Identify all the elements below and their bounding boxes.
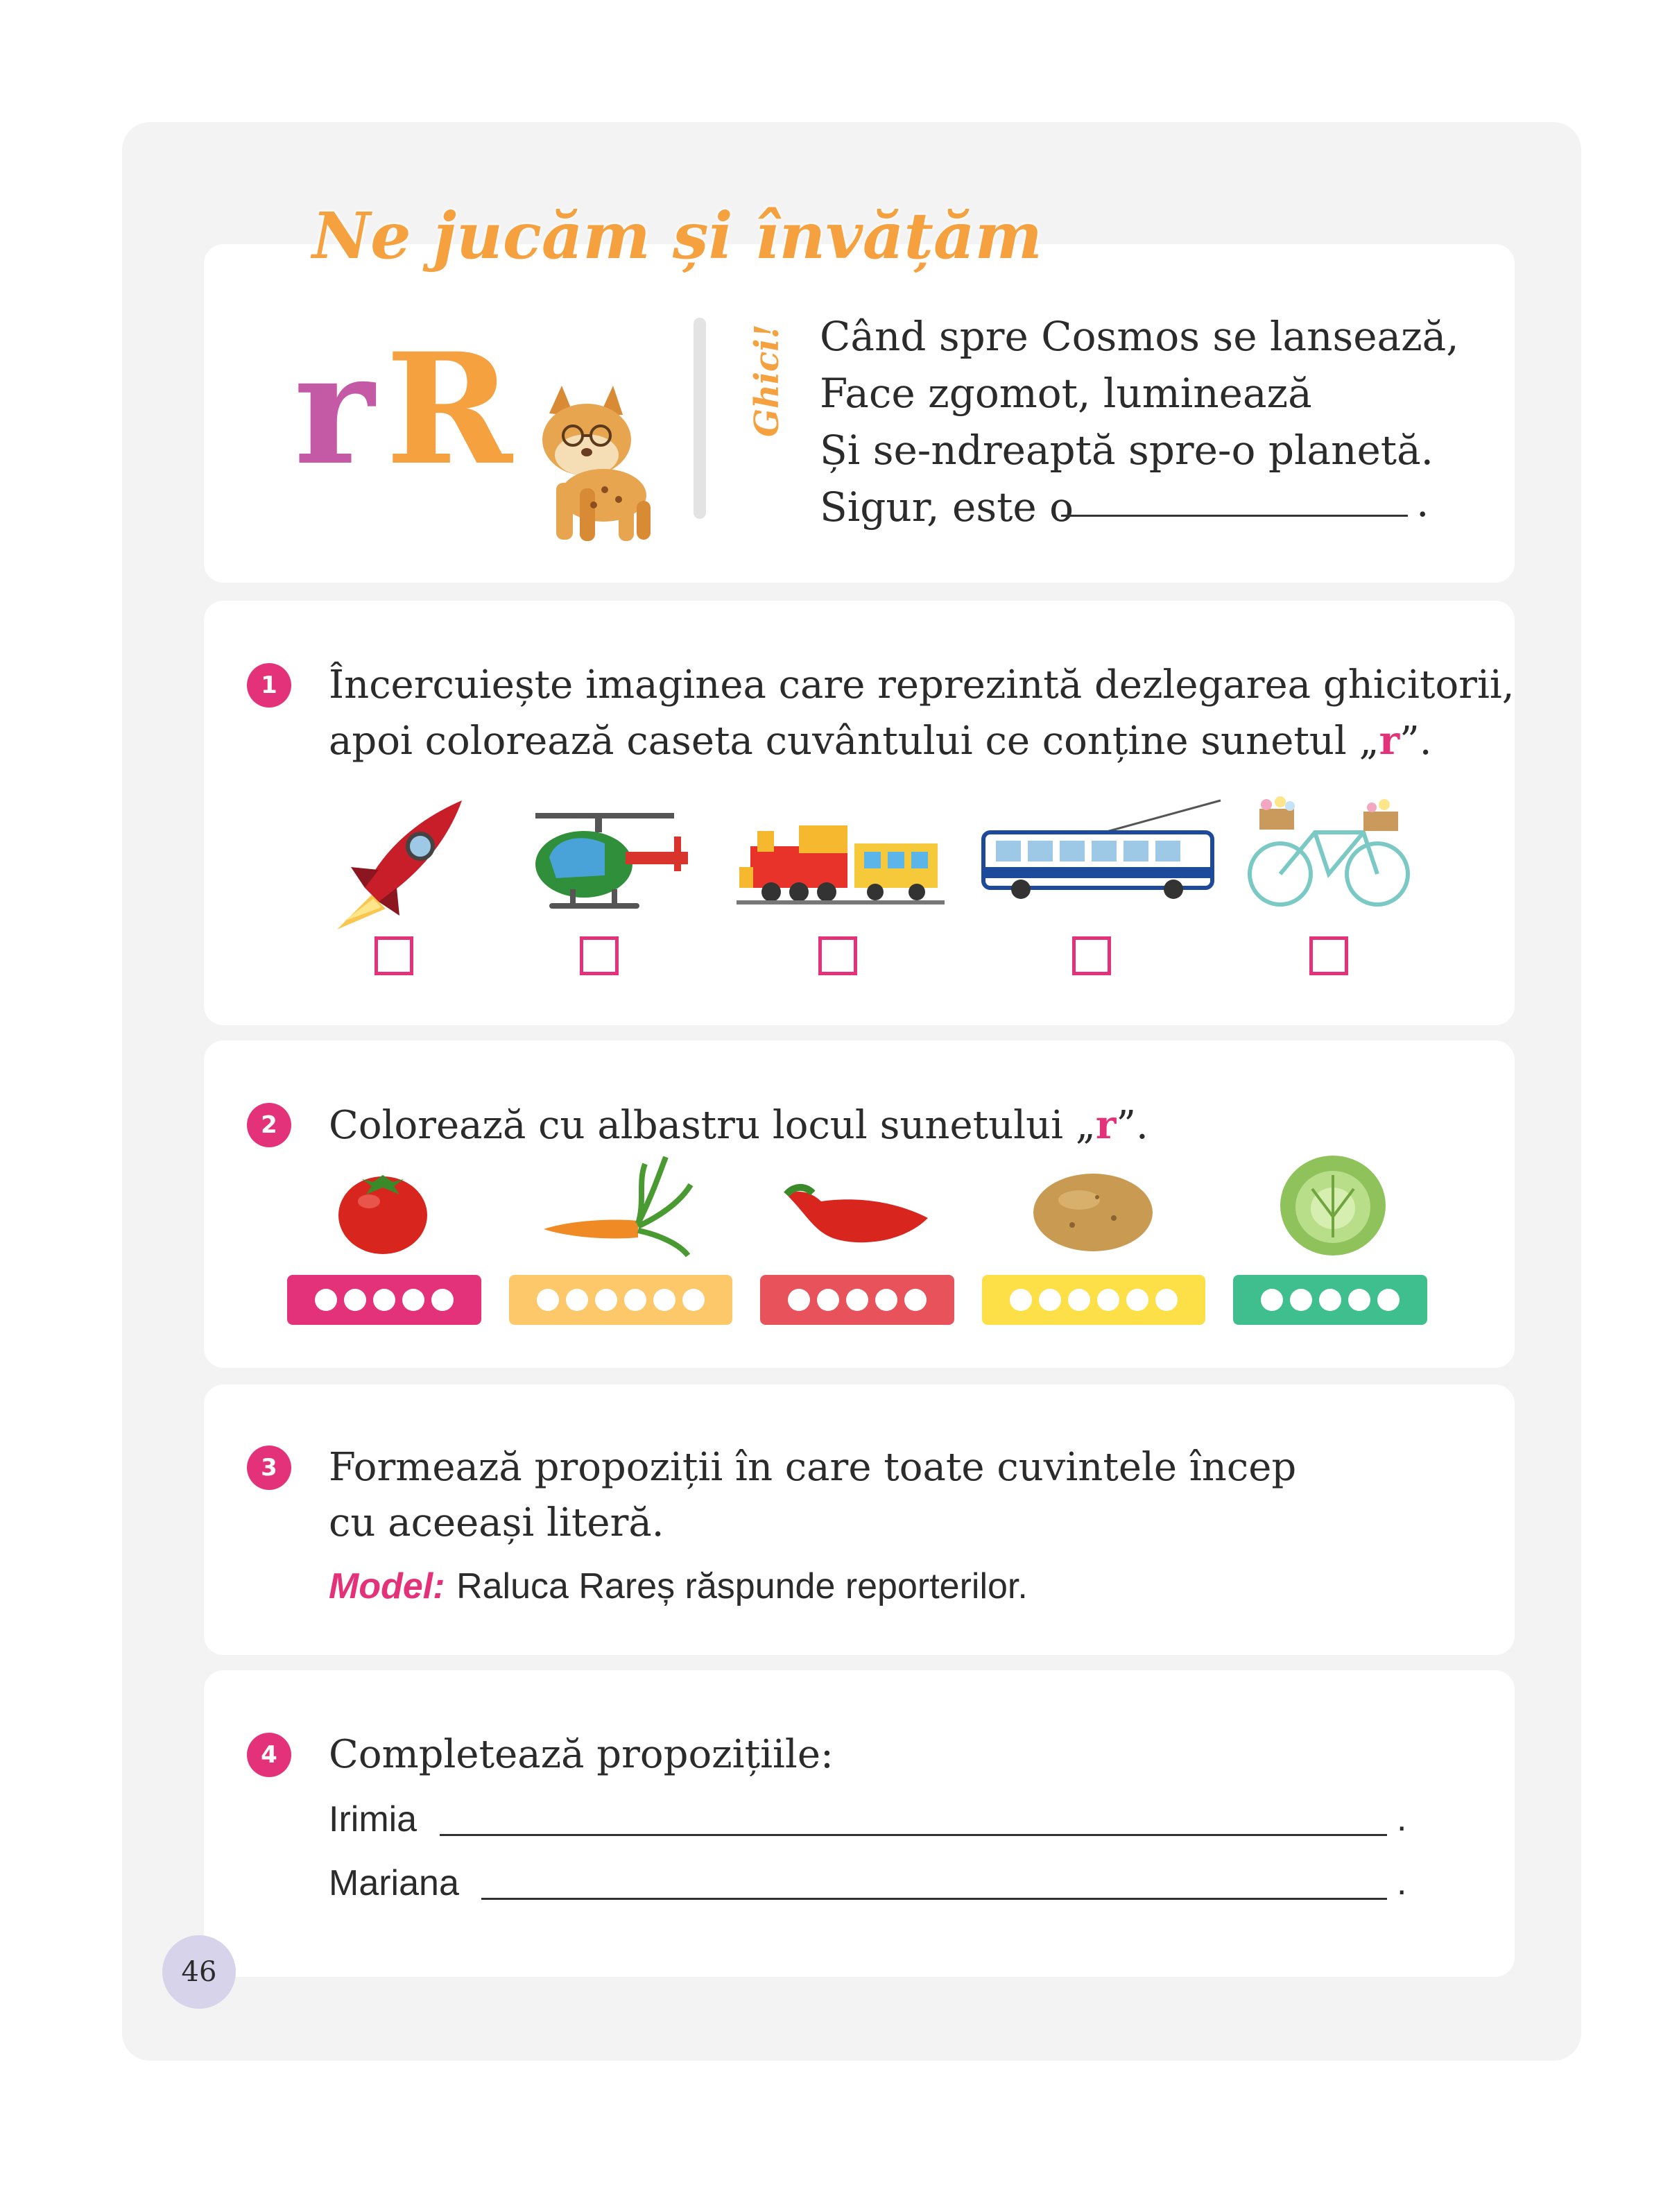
letter-uppercase: R: [386, 319, 513, 499]
sound-dot[interactable]: [817, 1289, 839, 1311]
riddle-line-1: Când spre Cosmos se lansează,: [820, 313, 1459, 360]
page-number: 46: [181, 1956, 217, 1988]
sound-dot[interactable]: [1290, 1289, 1312, 1311]
task2-quote-end: ”.: [1116, 1103, 1148, 1148]
word-box-potato[interactable]: [982, 1275, 1205, 1325]
word-box-tomato[interactable]: [287, 1275, 481, 1325]
sound-dot[interactable]: [1155, 1289, 1178, 1311]
sound-dot[interactable]: [1068, 1289, 1090, 1311]
sound-dot[interactable]: [904, 1289, 927, 1311]
sentence-1-blank[interactable]: [440, 1834, 1387, 1836]
train-icon[interactable]: [737, 818, 945, 906]
sentence-1-start: Irimia: [329, 1799, 417, 1840]
lynx-icon: [522, 386, 660, 545]
sound-dot[interactable]: [431, 1289, 454, 1311]
sound-dot[interactable]: [788, 1289, 810, 1311]
tomato-icon: [334, 1165, 431, 1255]
riddle-text: [820, 308, 1459, 535]
carrot-icon: [541, 1154, 694, 1258]
riddle-divider: [694, 318, 706, 519]
task3-line1: Formează propoziții în care toate cuvintele încep: [329, 1445, 1297, 1490]
sound-dot[interactable]: [1039, 1289, 1061, 1311]
sound-dot[interactable]: [875, 1289, 897, 1311]
task1-quote-end: ”.: [1400, 719, 1432, 764]
sound-dot[interactable]: [566, 1289, 588, 1311]
sound-dot[interactable]: [1319, 1289, 1341, 1311]
task2-text: Colorează cu albastru locul sunetului „: [329, 1103, 1096, 1148]
word-box-pepper[interactable]: [760, 1275, 954, 1325]
sound-dot[interactable]: [537, 1289, 559, 1311]
sound-dot[interactable]: [1010, 1289, 1032, 1311]
sound-dot[interactable]: [344, 1289, 366, 1311]
section-title: Ne jucăm și învățăm: [312, 198, 1042, 273]
rocket-icon[interactable]: [323, 798, 469, 936]
sentence-2-blank[interactable]: [481, 1898, 1387, 1900]
model-text: Raluca Rareș răspunde reporterilor.: [456, 1566, 1028, 1606]
sound-dot[interactable]: [653, 1289, 675, 1311]
sound-dot[interactable]: [1377, 1289, 1400, 1311]
word-box-cabbage[interactable]: [1233, 1275, 1427, 1325]
riddle-line-4: Sigur, este o: [820, 483, 1074, 531]
sound-dot[interactable]: [624, 1289, 646, 1311]
trolleybus-icon[interactable]: [979, 798, 1222, 902]
model-label: Model:: [329, 1566, 445, 1606]
task2-number: 2: [247, 1103, 291, 1147]
task3-line2: cu aceeași literă.: [329, 1500, 664, 1545]
sound-dot[interactable]: [315, 1289, 337, 1311]
task2-sound: r: [1095, 1102, 1117, 1148]
task1-line1: Încercuiește imaginea care reprezintă dezlegarea ghicitorii,: [329, 662, 1515, 708]
task1-instructions: [329, 658, 1515, 769]
checkbox-trolleybus[interactable]: [1072, 936, 1111, 975]
sentence-2-start: Mariana: [329, 1863, 459, 1903]
page-number-badge: [162, 1935, 236, 2009]
sound-dot[interactable]: [1126, 1289, 1148, 1311]
task1-line2: apoi colorează caseta cuvântului ce conține sunetul „: [329, 719, 1379, 764]
word-box-carrot[interactable]: [509, 1275, 732, 1325]
task1-sound: r: [1379, 718, 1400, 764]
pepper-icon: [780, 1181, 932, 1250]
sound-dot[interactable]: [373, 1289, 395, 1311]
sentence-2-end: .: [1397, 1862, 1407, 1903]
task4-title: Completează propozițiile:: [329, 1732, 834, 1777]
potato-icon: [1031, 1169, 1155, 1253]
task4-number: 4: [247, 1733, 291, 1777]
sentence-1-end: .: [1397, 1799, 1407, 1839]
task3-number: 3: [247, 1446, 291, 1490]
sound-dot[interactable]: [1097, 1289, 1119, 1311]
checkbox-helicopter[interactable]: [580, 936, 619, 975]
sound-dot[interactable]: [1261, 1289, 1283, 1311]
helicopter-icon[interactable]: [528, 809, 695, 920]
letter-lowercase: r: [294, 319, 374, 499]
riddle-answer-blank[interactable]: [1061, 515, 1408, 517]
checkbox-train[interactable]: [818, 936, 857, 975]
riddle-line-3: Și se-ndreaptă spre-o planetă.: [820, 427, 1434, 474]
task2-instructions: [329, 1097, 1148, 1154]
task3-model: [329, 1562, 1028, 1611]
sound-dot[interactable]: [595, 1289, 617, 1311]
sound-dot[interactable]: [846, 1289, 868, 1311]
checkbox-bicycle[interactable]: [1309, 936, 1348, 975]
sound-dot[interactable]: [682, 1289, 705, 1311]
task1-number: 1: [247, 663, 291, 708]
riddle-label: Ghici!: [748, 324, 786, 437]
bicycle-icon[interactable]: [1246, 784, 1412, 909]
cabbage-icon: [1277, 1147, 1388, 1258]
riddle-line-2: Face zgomot, luminează: [820, 370, 1312, 417]
task3-instructions: [329, 1440, 1296, 1551]
checkbox-rocket[interactable]: [374, 936, 413, 975]
riddle-end-punct: .: [1416, 479, 1429, 526]
sound-dot[interactable]: [402, 1289, 424, 1311]
sound-dot[interactable]: [1348, 1289, 1370, 1311]
